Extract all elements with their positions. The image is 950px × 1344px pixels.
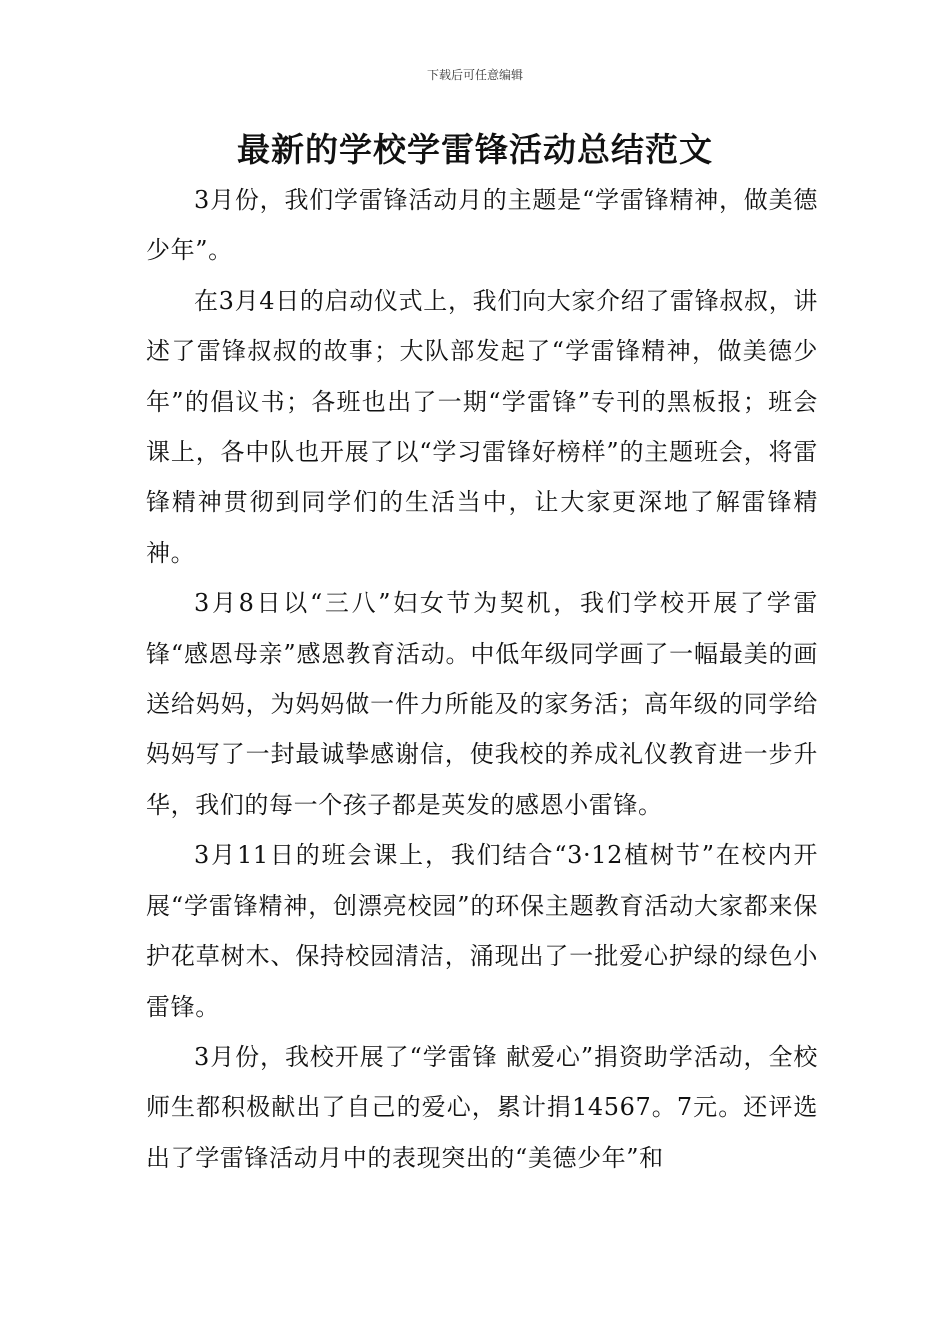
document-body (146, 175, 818, 1183)
paragraph-1: 3月份，我们学雷锋活动月的主题是“学雷锋精神，做美德少年”。 (146, 186, 818, 265)
header-note: 下载后可任意编辑 (426, 68, 523, 82)
paragraph-4: 3月11日的班会课上，我们结合“3·12植树节”在校内开展“学雷锋精神，创漂亮校园”的环保主题教育活动大家都来保护花草树木、保持校园清洁，涌现出了一批爱心护绿的绿色小雷锋。 (146, 841, 818, 1021)
document-title: 最新的学校学雷锋活动总结范文 (237, 130, 713, 169)
paragraph-3: 3月8日以“三八”妇女节为契机，我们学校开展了学雷锋“感恩母亲”感恩教育活动。中低年级同学画了一幅最美的画送给妈妈，为妈妈做一件力所能及的家务活；高年级的同学给妈妈写了一封最诚挚感谢信，使我校的养成礼仪教育进一步升华，我们的每一个孩子都是英发的感恩小雷锋。 (146, 589, 818, 819)
paragraph-5: 3月份，我校开展了“学雷锋 献爱心”捐资助学活动，全校师生都积极献出了自己的爱心，累计捐14567。7元。还评选出了学雷锋活动月中的表现突出的“美德少年”和 (146, 1042, 818, 1172)
paragraph-2: 在3月4日的启动仪式上，我们向大家介绍了雷锋叔叔，讲述了雷锋叔叔的故事；大队部发起了“学雷锋精神，做美德少年”的倡议书；各班也出了一期“学雷锋”专刊的黑板报；班会课上，各中队也开展了以“学习雷锋好榜样”的主题班会，将雷锋精神贯彻到同学们的生活当中，让大家更深地了解雷锋精神。 (146, 286, 818, 567)
